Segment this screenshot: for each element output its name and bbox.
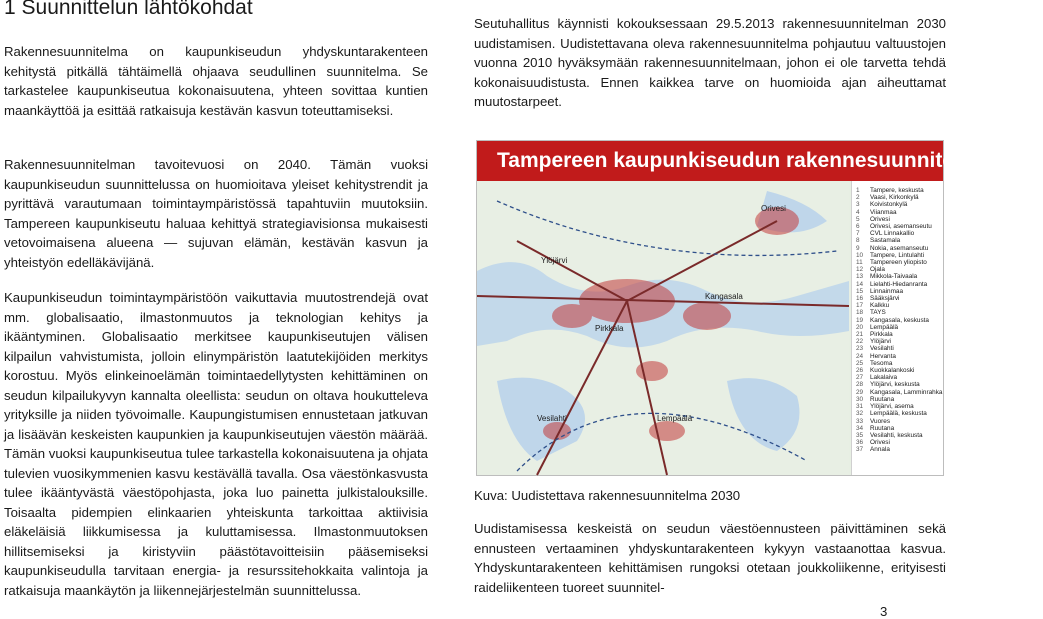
legend-item-label: Tesoma bbox=[870, 359, 893, 367]
map-label-lempaala: Lempäälä bbox=[657, 414, 693, 423]
legend-item-number: 34 bbox=[856, 424, 864, 432]
legend-item-label: Tampereen yliopisto bbox=[870, 259, 927, 267]
legend-item-number: 6 bbox=[856, 223, 860, 231]
legend-item bbox=[856, 331, 941, 338]
legend-item bbox=[856, 324, 941, 331]
legend-item-label: Pirkkala bbox=[870, 331, 893, 339]
legend-item bbox=[856, 216, 941, 223]
legend-item-label: Kangasala, Lamminrahka bbox=[870, 388, 943, 396]
legend-item-number: 36 bbox=[856, 439, 864, 447]
legend-item-number: 26 bbox=[856, 367, 864, 375]
legend-item-number: 30 bbox=[856, 395, 864, 403]
legend-item-number: 27 bbox=[856, 374, 864, 382]
legend-item-label: Orivesi bbox=[870, 215, 890, 223]
legend-item-number: 1 bbox=[856, 187, 860, 194]
target-year-paragraph: Rakennesuunnitelman tavoitevuosi on 2040. Tämän vuoksi kaupunkiseudun suunnittelussa on huomioitava yleiset kehitystrendit ja pyrittävä varautumaan toimintaympäristössä tapahtuviin muutoksiin. Tampereen kaupunkiseutu haluaa kehittyä strategiavisionsa mukaisesti vetovoimaisena alueena — sujuvan elämän, kestävän kasvun ja yhteistyön edelläkävijänä. bbox=[4, 157, 428, 270]
legend-item-number: 32 bbox=[856, 410, 864, 418]
legend-item-number: 8 bbox=[856, 237, 860, 245]
trends-paragraph: Kaupunkiseudun toimintaympäristöön vaikuttavia muutostrendejä ovat mm. globalisaatio, ilmastonmuutos ja teknologian kehitys ja ikääntyminen. Globalisaatio merkitsee kaupunkiseutujen välisen kilpailun vahvistumista, jolloin elinympäristön laatutekijöiden merkitys korostuu. Myös elinkeinoelämän toimintaedellytysten kehittäminen on seudun kilpailukyvyn kannalta oleellista: seudun on oltava houkutteleva yrityksille ja niiden työvoimalle. Kaupungistumisen ennustetaan jatkuvan ja lisäävän keskeisten kaupunkien ja kaupunkiseutujen väestön määrää. Tämän vuoksi kaupunkiseutua tulee tarkastella kokonaisuutena ja ohjata tulevien vuosikymmenien kasvu kestävällä tavalla. Osa väestönkasvusta tulee ikääntyvästä väestöpohjasta, joka luo painetta julkistalouksille. Toisaalta pidempien elinkaarien yhteiskunta tarkoittaa aktiivisia eläkeläisiä liikkumisessa ja kuluttamisessa. Ilmastonmuutoksen hillitsemiseksi ja kiristyviin päästötavoitteisiin pääsemiseksi kaupunkiseudulla tarvitaan energia- ja resurssitehokkaita valintoja ja ratkaisuja maankäytön ja liikennejärjestelmän suunnittelussa. bbox=[4, 290, 428, 598]
legend-item bbox=[856, 237, 941, 244]
legend-item-number: 20 bbox=[856, 323, 864, 331]
legend-item bbox=[856, 389, 941, 396]
legend-item-label: Vuores bbox=[870, 417, 891, 425]
after-paragraph: Uudistamisessa keskeistä on seudun väestöennusteen päivittäminen sekä ennusteen vertaaminen yhdyskuntarakenteen kykyyn vastaanottaa kasvua. Yhdyskuntarakenteen kehittämisen rungoksi otetaan joukkoliikenne, erityisesti raideliikenteen tuoreet suunnitel- bbox=[474, 521, 946, 595]
legend-item bbox=[856, 209, 941, 216]
legend-item bbox=[856, 432, 941, 439]
legend-item-number: 7 bbox=[856, 230, 860, 238]
legend-item-label: Lempäälä, keskusta bbox=[870, 410, 927, 418]
legend-item bbox=[856, 252, 941, 259]
intro-paragraph: Rakennesuunnitelma on kaupunkiseudun yhdyskuntarakenteen kehitystä pitkällä tähtäimellä ohjaava seudullinen suunnitelma. Se tarkastelee kaupunkiseutua kokonaisuutena, yhteen sovittaa kuntien maankäyttöä ja esittää ratkaisuja kestävän kasvun toteuttamiseksi. bbox=[4, 44, 428, 118]
legend-item-label: Ruutana bbox=[870, 424, 895, 432]
legend-item-label: Ruutana bbox=[870, 395, 895, 403]
map-label-kangasala: Kangasala bbox=[705, 292, 743, 301]
legend-item bbox=[856, 281, 941, 288]
legend-item bbox=[856, 266, 941, 273]
legend-item bbox=[856, 302, 941, 309]
legend-item-label: Orivesi, asemanseutu bbox=[870, 223, 932, 231]
legend-item-number: 13 bbox=[856, 273, 864, 281]
legend-item-number: 37 bbox=[856, 446, 864, 454]
legend-item-number: 25 bbox=[856, 359, 864, 367]
legend-item bbox=[856, 374, 941, 381]
map-title: Tampereen kaupunkiseudun rakennesuunnitelma 2030 bbox=[477, 141, 943, 181]
legend-item bbox=[856, 410, 941, 417]
legend-item-number: 11 bbox=[856, 259, 863, 267]
structure-plan-map bbox=[476, 140, 1043, 476]
legend-item bbox=[856, 425, 941, 432]
legend-item bbox=[856, 245, 941, 252]
map-caption: Kuva: Uudistettava rakennesuunnitelma 2030 bbox=[474, 488, 741, 503]
legend-item-label: Kalkku bbox=[870, 302, 890, 310]
legend-item-label: Tampere, keskusta bbox=[870, 187, 924, 194]
legend-item-label: Mikkola-Taivaala bbox=[870, 273, 918, 281]
legend-item-label: Vesilahti bbox=[870, 345, 894, 353]
legend-item-label: Tampere, Lintulahti bbox=[870, 251, 924, 259]
legend-item-label: Kangasala, keskusta bbox=[870, 316, 929, 324]
map-graphic bbox=[477, 181, 849, 475]
legend-item-label: Ylöjärvi, asema bbox=[870, 403, 914, 411]
legend-item-label: Lielahti-Hiedanranta bbox=[870, 280, 928, 288]
legend-item bbox=[856, 345, 941, 352]
legend-item-label: Hervanta bbox=[870, 352, 896, 360]
legend-item bbox=[856, 446, 941, 453]
legend-item bbox=[856, 223, 941, 230]
legend-item bbox=[856, 288, 941, 295]
legend-item bbox=[856, 360, 941, 367]
legend-item-number: 31 bbox=[856, 403, 864, 411]
legend-item-number: 28 bbox=[856, 381, 864, 389]
legend-item bbox=[856, 353, 941, 360]
legend-item-label: Lempäälä bbox=[870, 323, 899, 331]
legend-item-label: Koivistonkylä bbox=[870, 201, 908, 209]
map-legend bbox=[851, 181, 943, 475]
legend-item-number: 24 bbox=[856, 352, 864, 360]
legend-item-number: 19 bbox=[856, 316, 864, 324]
legend-item-label: TAYS bbox=[870, 309, 886, 317]
legend-item-label: Ojala bbox=[870, 266, 885, 274]
legend-item bbox=[856, 439, 941, 446]
legend-item-number: 9 bbox=[856, 244, 860, 252]
legend-item-number: 4 bbox=[856, 208, 860, 216]
legend-item bbox=[856, 295, 941, 302]
legend-item-number: 29 bbox=[856, 388, 864, 396]
legend-item-label: Lakalaiva bbox=[870, 374, 898, 382]
legend-item bbox=[856, 273, 941, 280]
update-paragraph: Seutuhallitus käynnisti kokouksessaan 29.5.2013 rakennesuunnitelman 2030 uudistamisen. Uudistettavana oleva rakennesuunnitelma pohjautuu valtuustojen vuonna 2010 hyväksymään rakennesuunnitelmaan, johon ei ole tarvetta tehdä kokonaisuudistusta. Ennen kaikkea tarve on huomioida ajan aiheuttamat muutostarpeet. bbox=[474, 16, 946, 109]
map-label-pirkkala: Pirkkala bbox=[595, 324, 624, 333]
legend-item bbox=[856, 230, 941, 237]
legend-item-label: Ylöjärvi, keskusta bbox=[870, 381, 920, 389]
page-number: 3 bbox=[880, 604, 888, 619]
legend-item-number: 33 bbox=[856, 417, 864, 425]
page-heading: 1 Suunnittelun lähtökohdat bbox=[4, 0, 253, 19]
legend-item bbox=[856, 187, 941, 194]
legend-item-number: 12 bbox=[856, 266, 864, 274]
legend-item-number: 2 bbox=[856, 194, 860, 202]
legend-item bbox=[856, 194, 941, 201]
legend-item-number: 16 bbox=[856, 295, 864, 303]
legend-item bbox=[856, 259, 941, 266]
legend-item-number: 14 bbox=[856, 280, 864, 288]
legend-item bbox=[856, 381, 941, 388]
legend-item-label: Ylöjärvi bbox=[870, 338, 891, 346]
legend-item-label: Kuokkalankoski bbox=[870, 367, 915, 375]
legend-item-label: Nokia, asemanseutu bbox=[870, 244, 929, 252]
legend-item-number: 17 bbox=[856, 302, 864, 310]
legend-item-number: 18 bbox=[856, 309, 864, 317]
legend-item bbox=[856, 317, 941, 324]
legend-item-label: Orivesi bbox=[870, 439, 890, 447]
legend-item-number: 15 bbox=[856, 287, 864, 295]
map-label-ylojarvi: Ylöjärvi bbox=[541, 256, 568, 265]
legend-item-number: 3 bbox=[856, 201, 860, 209]
legend-item bbox=[856, 309, 941, 316]
legend-item-number: 23 bbox=[856, 345, 864, 353]
legend-item-number: 5 bbox=[856, 215, 860, 223]
legend-item-number: 22 bbox=[856, 338, 864, 346]
legend-item bbox=[856, 338, 941, 345]
legend-item-label: Annala bbox=[870, 446, 890, 454]
map-label-orivesi: Orivesi bbox=[761, 204, 786, 213]
legend-item bbox=[856, 367, 941, 374]
legend-item-number: 10 bbox=[856, 251, 864, 259]
legend-item-label: Viianmaa bbox=[870, 208, 897, 216]
legend-item bbox=[856, 418, 941, 425]
legend-item-label: CVL Linnakallio bbox=[870, 230, 915, 238]
map-label-vesilahti: Vesilahti bbox=[537, 414, 567, 423]
legend-item bbox=[856, 201, 941, 208]
legend-item-label: Linnainmaa bbox=[870, 287, 904, 295]
legend-item-number: 21 bbox=[856, 331, 864, 339]
legend-item-label: Sääksjärvi bbox=[870, 295, 900, 303]
legend-item bbox=[856, 403, 941, 410]
legend-item bbox=[856, 396, 941, 403]
legend-item-label: Vaasi, Kirkonkylä bbox=[870, 194, 919, 202]
legend-item-label: Sastamala bbox=[870, 237, 901, 245]
legend-item-label: Vesilahti, keskusta bbox=[870, 431, 923, 439]
legend-item-number: 35 bbox=[856, 431, 864, 439]
